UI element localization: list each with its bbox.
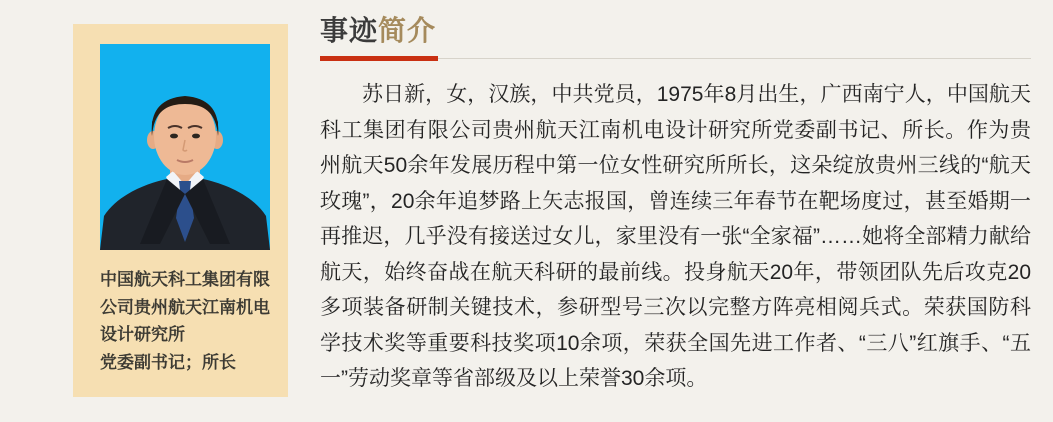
biography-paragraph: 苏日新，女，汉族，中共党员，1975年8月出生，广西南宁人，中国航天科工集团有限公司贵州航天江南机电设计研究所党委副书记、所长。作为贵州航天50余年发展历程中第一位女性研究所所长，这朵绽放贵州三线的“航天玫瑰”，20余年追梦路上矢志报国，曾连续三年春节在靶场度过，甚至婚期一再推迟，几乎没有接送过女儿，家里没有一张“全家福”……她将全部精力献给航天，始终奋战在航天科研的最前线。投身航天20年，带领团队先后攻克20多项装备研制关键技术，参研型号三次以完整方阵亮相阅兵式。荣获国防科学技术奖等重要科技奖项10余项，荣获全国先进工作者、“三八”红旗手、“五一”劳动奖章等省部级及以上荣誉30余项。 bbox=[320, 83, 1031, 390]
profile-card bbox=[73, 24, 288, 397]
biography-section bbox=[320, 16, 1031, 397]
job-title: 党委副书记；所长 bbox=[100, 352, 236, 372]
organization-name: 中国航天科工集团有限公司贵州航天江南机电设计研究所 bbox=[100, 270, 270, 344]
section-title bbox=[320, 16, 1031, 46]
section-header bbox=[320, 16, 1031, 59]
profile-caption bbox=[100, 266, 276, 376]
portrait-photo-illustration bbox=[100, 44, 270, 250]
section-title-dark-part: 事迹 bbox=[320, 15, 379, 46]
section-title-gold-part: 简介 bbox=[378, 15, 437, 46]
title-underline-accent bbox=[320, 56, 438, 61]
portrait-photo bbox=[100, 44, 270, 250]
